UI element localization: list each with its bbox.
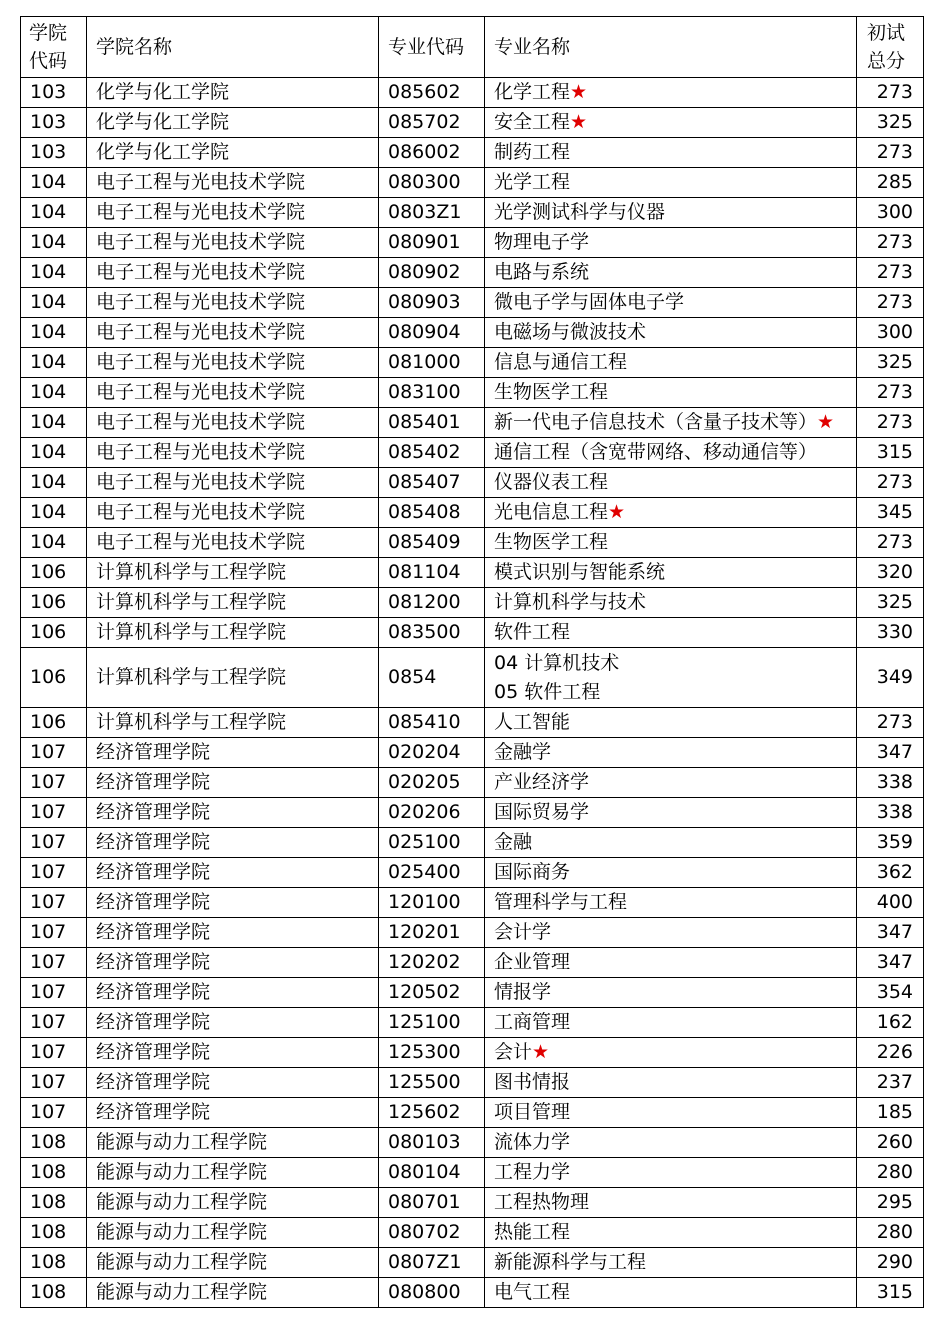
major-name-text: 项目管理: [494, 1101, 571, 1123]
college-code-cell: 106: [21, 618, 87, 648]
major-code-cell: 120202: [379, 948, 485, 978]
college-code-cell: 108: [21, 1188, 87, 1218]
major-name-cell: [485, 108, 857, 138]
college-name-cell: 经济管理学院: [87, 918, 379, 948]
major-code-cell: 125100: [379, 1008, 485, 1038]
college-code-cell: 107: [21, 918, 87, 948]
major-name-cell: [485, 588, 857, 618]
table-body: [21, 78, 924, 1308]
score-cell: 359: [857, 828, 924, 858]
table-row: [21, 768, 924, 798]
score-cell: 273: [857, 258, 924, 288]
table-row: [21, 828, 924, 858]
major-name-cell: [485, 468, 857, 498]
major-name-text: 生物医学工程: [494, 531, 609, 553]
major-name-cell: [485, 228, 857, 258]
major-code-cell: 025400: [379, 858, 485, 888]
major-code-cell: 085409: [379, 528, 485, 558]
college-code-cell: 108: [21, 1218, 87, 1248]
major-name-cell: [485, 1158, 857, 1188]
score-cell: 315: [857, 1278, 924, 1308]
major-name-text: 光学测试科学与仪器: [494, 201, 666, 223]
major-name-text: 电路与系统: [494, 261, 590, 283]
college-name-cell: 经济管理学院: [87, 798, 379, 828]
table-row: [21, 1278, 924, 1308]
table-row: [21, 258, 924, 288]
major-name-text: 情报学: [494, 981, 552, 1003]
major-name-text: 新一代电子信息技术（含量子技术等）: [494, 411, 818, 433]
major-code-cell: 080800: [379, 1278, 485, 1308]
score-cell: 273: [857, 138, 924, 168]
major-name-text: 国际贸易学: [494, 801, 590, 823]
major-name-text: 企业管理: [494, 951, 571, 973]
college-code-cell: 104: [21, 228, 87, 258]
major-code-cell: 081104: [379, 558, 485, 588]
table-row: [21, 408, 924, 438]
major-code-cell: 080902: [379, 258, 485, 288]
college-name-cell: 电子工程与光电技术学院: [87, 228, 379, 258]
major-code-cell: 085402: [379, 438, 485, 468]
major-code-cell: 080901: [379, 228, 485, 258]
college-code-cell: 104: [21, 288, 87, 318]
major-code-cell: 081200: [379, 588, 485, 618]
major-code-cell: 125300: [379, 1038, 485, 1068]
major-code-cell: 080103: [379, 1128, 485, 1158]
major-name-cell: [485, 648, 857, 708]
star-icon: ★: [570, 111, 588, 133]
table-row: [21, 228, 924, 258]
major-name-cell: [485, 1188, 857, 1218]
major-name-cell: [485, 828, 857, 858]
major-code-cell: 085401: [379, 408, 485, 438]
major-name-cell: [485, 168, 857, 198]
major-name-text: 流体力学: [494, 1131, 571, 1153]
score-cell: 400: [857, 888, 924, 918]
major-name-cell: [485, 1008, 857, 1038]
major-name-text: 化学工程: [494, 81, 571, 103]
header-major-code: 专业代码: [379, 17, 485, 78]
score-cell: 330: [857, 618, 924, 648]
college-code-cell: 107: [21, 1098, 87, 1128]
college-name-cell: 电子工程与光电技术学院: [87, 348, 379, 378]
major-name-cell: [485, 1068, 857, 1098]
table-row: [21, 468, 924, 498]
table-row: [21, 318, 924, 348]
college-code-cell: 104: [21, 468, 87, 498]
major-name-text: 人工智能: [494, 711, 571, 733]
college-code-cell: 107: [21, 738, 87, 768]
major-code-cell: 080903: [379, 288, 485, 318]
score-cell: 347: [857, 738, 924, 768]
major-code-cell: 080701: [379, 1188, 485, 1218]
score-cell: 273: [857, 528, 924, 558]
major-name-text: 产业经济学: [494, 771, 590, 793]
college-code-cell: 106: [21, 708, 87, 738]
college-name-cell: 电子工程与光电技术学院: [87, 378, 379, 408]
table-row: [21, 528, 924, 558]
major-name-text: 会计: [494, 1041, 533, 1063]
major-name-cell: [485, 528, 857, 558]
star-icon: ★: [608, 501, 626, 523]
college-code-cell: 107: [21, 858, 87, 888]
college-name-cell: 电子工程与光电技术学院: [87, 198, 379, 228]
table-row: [21, 798, 924, 828]
college-name-cell: 计算机科学与工程学院: [87, 558, 379, 588]
college-name-cell: 能源与动力工程学院: [87, 1158, 379, 1188]
major-name-cell: [485, 78, 857, 108]
major-name-cell: [485, 918, 857, 948]
major-name-text: 模式识别与智能系统: [494, 561, 666, 583]
college-name-cell: 计算机科学与工程学院: [87, 618, 379, 648]
score-cell: 300: [857, 198, 924, 228]
major-code-cell: 083100: [379, 378, 485, 408]
table-row: [21, 1248, 924, 1278]
college-name-cell: 能源与动力工程学院: [87, 1218, 379, 1248]
major-name-text: 生物医学工程: [494, 381, 609, 403]
major-name-cell: [485, 618, 857, 648]
score-cell: 285: [857, 168, 924, 198]
table-row: [21, 588, 924, 618]
score-cell: 325: [857, 108, 924, 138]
table-row: [21, 168, 924, 198]
header-score-line1: 初试: [867, 22, 906, 44]
college-code-cell: 103: [21, 78, 87, 108]
college-name-cell: 经济管理学院: [87, 768, 379, 798]
score-cell: 273: [857, 468, 924, 498]
college-code-cell: 107: [21, 1008, 87, 1038]
major-name-text: 工程力学: [494, 1161, 571, 1183]
score-cell: 295: [857, 1188, 924, 1218]
header-major-name: 专业名称: [485, 17, 857, 78]
major-name-text: 计算机科学与技术: [494, 591, 647, 613]
major-code-cell: 085702: [379, 108, 485, 138]
major-name-cell: [485, 948, 857, 978]
table-row: [21, 1068, 924, 1098]
score-cell: 345: [857, 498, 924, 528]
table-row: [21, 648, 924, 708]
major-name-text: 会计学: [494, 921, 552, 943]
table-row: [21, 348, 924, 378]
major-name-cell: [485, 408, 857, 438]
college-name-cell: 计算机科学与工程学院: [87, 648, 379, 708]
college-code-cell: 106: [21, 558, 87, 588]
score-cell: 273: [857, 228, 924, 258]
score-cell: 273: [857, 78, 924, 108]
major-code-cell: 081000: [379, 348, 485, 378]
table-row: [21, 978, 924, 1008]
major-name-cell: [485, 348, 857, 378]
college-code-cell: 103: [21, 108, 87, 138]
major-name-cell: [485, 978, 857, 1008]
major-code-cell: 025100: [379, 828, 485, 858]
major-code-cell: 020204: [379, 738, 485, 768]
college-name-cell: 能源与动力工程学院: [87, 1188, 379, 1218]
college-code-cell: 104: [21, 348, 87, 378]
major-name-cell: [485, 318, 857, 348]
major-name-cell: [485, 888, 857, 918]
score-cell: 354: [857, 978, 924, 1008]
college-name-cell: 经济管理学院: [87, 1068, 379, 1098]
major-name-cell: [485, 138, 857, 168]
major-name-cell: [485, 378, 857, 408]
major-name-text: 信息与通信工程: [494, 351, 628, 373]
major-name-text: 通信工程（含宽带网络、移动通信等）: [494, 441, 818, 463]
table-row: [21, 1218, 924, 1248]
table-row: [21, 198, 924, 228]
table-row: [21, 948, 924, 978]
admission-score-table: [20, 16, 924, 1308]
table-row: [21, 918, 924, 948]
major-name-text: 工程热物理: [494, 1191, 590, 1213]
score-cell: 185: [857, 1098, 924, 1128]
major-name-text: 热能工程: [494, 1221, 571, 1243]
score-cell: 273: [857, 378, 924, 408]
score-cell: 273: [857, 288, 924, 318]
major-name-cell: [485, 1098, 857, 1128]
table-row: [21, 1038, 924, 1068]
college-name-cell: 电子工程与光电技术学院: [87, 288, 379, 318]
major-name-text: 金融学: [494, 741, 552, 763]
college-code-cell: 103: [21, 138, 87, 168]
score-cell: 162: [857, 1008, 924, 1038]
college-code-cell: 106: [21, 648, 87, 708]
score-cell: 315: [857, 438, 924, 468]
major-code-cell: 085408: [379, 498, 485, 528]
major-name-text: 软件工程: [494, 621, 571, 643]
college-code-cell: 104: [21, 318, 87, 348]
major-name-text: 光电信息工程: [494, 501, 609, 523]
major-name-text: 新能源科学与工程: [494, 1251, 647, 1273]
table-row: [21, 1008, 924, 1038]
score-cell: 273: [857, 708, 924, 738]
major-name-cell: [485, 1038, 857, 1068]
header-college-name: 学院名称: [87, 17, 379, 78]
college-name-cell: 能源与动力工程学院: [87, 1128, 379, 1158]
score-cell: 226: [857, 1038, 924, 1068]
college-code-cell: 104: [21, 258, 87, 288]
table-row: [21, 1188, 924, 1218]
score-cell: 325: [857, 588, 924, 618]
college-code-cell: 104: [21, 198, 87, 228]
college-code-cell: 107: [21, 888, 87, 918]
college-name-cell: 计算机科学与工程学院: [87, 588, 379, 618]
score-cell: 347: [857, 918, 924, 948]
college-name-cell: 经济管理学院: [87, 1098, 379, 1128]
major-name-cell: [485, 438, 857, 468]
major-code-cell: 080904: [379, 318, 485, 348]
college-code-cell: 107: [21, 828, 87, 858]
major-name-text: 仪器仪表工程: [494, 471, 609, 493]
major-code-cell: 0807Z1: [379, 1248, 485, 1278]
major-name-text: 电气工程: [494, 1281, 571, 1303]
header-score: [857, 17, 924, 78]
college-name-cell: 经济管理学院: [87, 858, 379, 888]
college-name-cell: 计算机科学与工程学院: [87, 708, 379, 738]
college-name-cell: 经济管理学院: [87, 948, 379, 978]
major-code-cell: 120201: [379, 918, 485, 948]
table-row: [21, 1128, 924, 1158]
college-name-cell: 化学与化工学院: [87, 78, 379, 108]
table-row: [21, 438, 924, 468]
college-name-cell: 化学与化工学院: [87, 108, 379, 138]
star-icon: ★: [570, 81, 588, 103]
major-code-cell: 080104: [379, 1158, 485, 1188]
major-name-text: 05 软件工程: [494, 680, 601, 703]
score-cell: 273: [857, 408, 924, 438]
college-name-cell: 电子工程与光电技术学院: [87, 168, 379, 198]
major-name-cell: [485, 1278, 857, 1308]
college-code-cell: 104: [21, 528, 87, 558]
college-name-cell: 经济管理学院: [87, 828, 379, 858]
major-name-text: 图书情报: [494, 1071, 571, 1093]
score-cell: 362: [857, 858, 924, 888]
college-name-cell: 经济管理学院: [87, 978, 379, 1008]
major-name-text: 管理科学与工程: [494, 891, 628, 913]
college-name-cell: 电子工程与光电技术学院: [87, 438, 379, 468]
major-name-cell: [485, 258, 857, 288]
college-code-cell: 104: [21, 438, 87, 468]
major-name-text: 物理电子学: [494, 231, 590, 253]
major-name-text: 光学工程: [494, 171, 571, 193]
major-name-text: 国际商务: [494, 861, 571, 883]
score-cell: 280: [857, 1158, 924, 1188]
major-code-cell: 020206: [379, 798, 485, 828]
table-row: [21, 378, 924, 408]
major-code-cell: 086002: [379, 138, 485, 168]
college-code-cell: 108: [21, 1128, 87, 1158]
major-name-cell: [485, 558, 857, 588]
college-name-cell: 经济管理学院: [87, 1008, 379, 1038]
college-code-cell: 107: [21, 798, 87, 828]
major-name-text: 制药工程: [494, 141, 571, 163]
score-cell: 338: [857, 798, 924, 828]
score-cell: 320: [857, 558, 924, 588]
college-name-cell: 经济管理学院: [87, 738, 379, 768]
major-name-cell: [485, 798, 857, 828]
major-name-cell: [485, 768, 857, 798]
major-name-cell: [485, 738, 857, 768]
college-code-cell: 108: [21, 1158, 87, 1188]
college-code-cell: 108: [21, 1248, 87, 1278]
major-name-text: 工商管理: [494, 1011, 571, 1033]
major-code-cell: 120100: [379, 888, 485, 918]
table-row: [21, 288, 924, 318]
score-cell: 338: [857, 768, 924, 798]
college-code-cell: 107: [21, 948, 87, 978]
college-code-cell: 106: [21, 588, 87, 618]
table-row: [21, 558, 924, 588]
score-cell: 347: [857, 948, 924, 978]
header-college-code: [21, 17, 87, 78]
major-name-cell: [485, 1218, 857, 1248]
college-name-cell: 电子工程与光电技术学院: [87, 258, 379, 288]
major-name-cell: [485, 498, 857, 528]
table-row: [21, 708, 924, 738]
table-row: [21, 108, 924, 138]
college-name-cell: 电子工程与光电技术学院: [87, 498, 379, 528]
star-icon: ★: [817, 411, 835, 433]
college-code-cell: 108: [21, 1278, 87, 1308]
major-name-text: 微电子学与固体电子学: [494, 291, 685, 313]
table-row: [21, 1098, 924, 1128]
college-code-cell: 107: [21, 978, 87, 1008]
major-name-cell: [485, 198, 857, 228]
college-code-cell: 107: [21, 768, 87, 798]
table-row: [21, 498, 924, 528]
major-name-cell: [485, 1248, 857, 1278]
table-row: [21, 138, 924, 168]
score-cell: 237: [857, 1068, 924, 1098]
major-name-cell: [485, 708, 857, 738]
major-code-cell: 080702: [379, 1218, 485, 1248]
table-header-row: [21, 17, 924, 78]
major-code-cell: 080300: [379, 168, 485, 198]
header-score-line2: 总分: [867, 50, 906, 72]
score-cell: 349: [857, 648, 924, 708]
table-row: [21, 618, 924, 648]
major-name-text: 04 计算机技术: [494, 651, 620, 674]
college-code-cell: 107: [21, 1038, 87, 1068]
table-row: [21, 858, 924, 888]
table-row: [21, 888, 924, 918]
major-code-cell: 085407: [379, 468, 485, 498]
table-row: [21, 738, 924, 768]
major-code-cell: 020205: [379, 768, 485, 798]
major-code-cell: 0803Z1: [379, 198, 485, 228]
major-code-cell: 125602: [379, 1098, 485, 1128]
major-name-cell: [485, 1128, 857, 1158]
major-name-text: 电磁场与微波技术: [494, 321, 647, 343]
score-cell: 260: [857, 1128, 924, 1158]
table-row: [21, 1158, 924, 1188]
college-code-cell: 104: [21, 498, 87, 528]
major-code-cell: 0854: [379, 648, 485, 708]
star-icon: ★: [532, 1041, 550, 1063]
header-college-code-line1: 学院: [29, 22, 68, 44]
score-cell: 325: [857, 348, 924, 378]
college-name-cell: 电子工程与光电技术学院: [87, 468, 379, 498]
college-code-cell: 104: [21, 378, 87, 408]
major-code-cell: 120502: [379, 978, 485, 1008]
college-code-cell: 104: [21, 408, 87, 438]
college-name-cell: 电子工程与光电技术学院: [87, 318, 379, 348]
score-cell: 280: [857, 1218, 924, 1248]
major-name-text: 安全工程: [494, 111, 571, 133]
college-name-cell: 能源与动力工程学院: [87, 1278, 379, 1308]
college-code-cell: 107: [21, 1068, 87, 1098]
major-code-cell: 085410: [379, 708, 485, 738]
college-name-cell: 能源与动力工程学院: [87, 1248, 379, 1278]
major-code-cell: 083500: [379, 618, 485, 648]
major-code-cell: 085602: [379, 78, 485, 108]
major-name-cell: [485, 858, 857, 888]
college-name-cell: 经济管理学院: [87, 1038, 379, 1068]
score-cell: 290: [857, 1248, 924, 1278]
college-name-cell: 经济管理学院: [87, 888, 379, 918]
major-code-cell: 125500: [379, 1068, 485, 1098]
college-name-cell: 电子工程与光电技术学院: [87, 408, 379, 438]
college-name-cell: 化学与化工学院: [87, 138, 379, 168]
major-name-cell: [485, 288, 857, 318]
table-row: [21, 78, 924, 108]
college-code-cell: 104: [21, 168, 87, 198]
major-name-text: 金融: [494, 831, 533, 853]
score-cell: 300: [857, 318, 924, 348]
college-name-cell: 电子工程与光电技术学院: [87, 528, 379, 558]
header-college-code-line2: 代码: [29, 50, 68, 72]
